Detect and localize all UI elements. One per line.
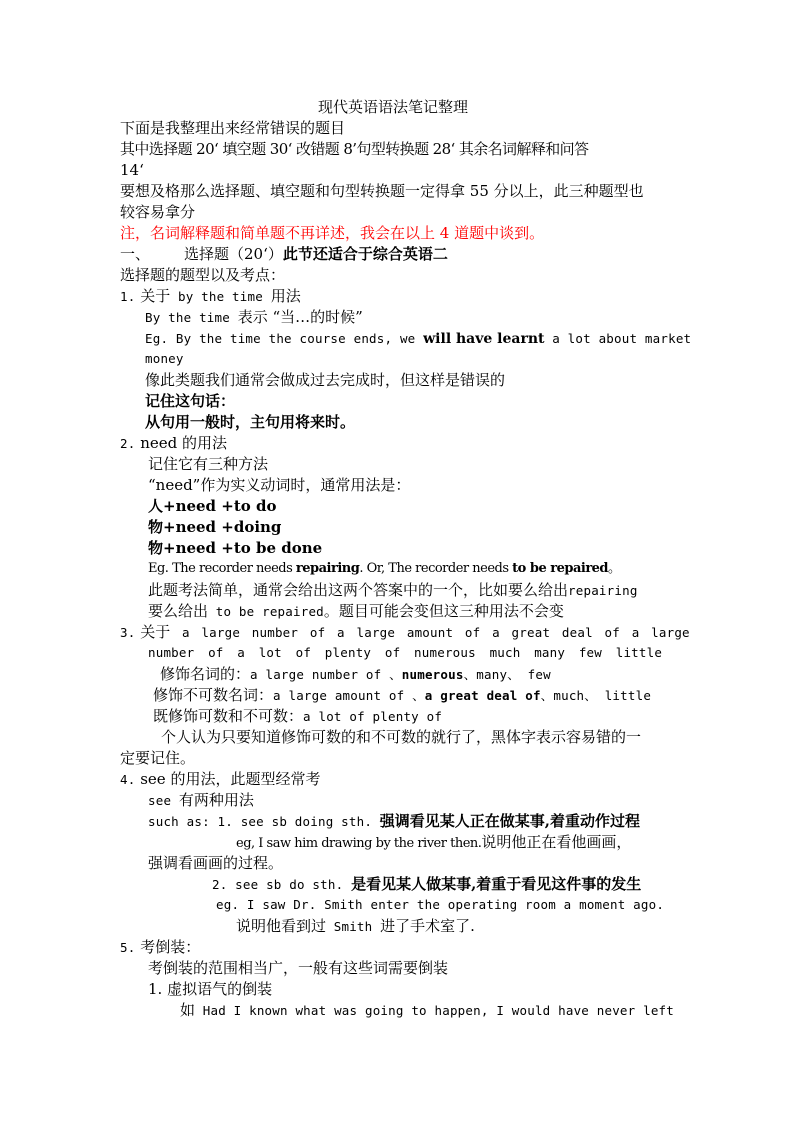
example-line: Eg. By the time the course ends, we will have learnt a lot about market [145,331,692,347]
list-item-line: 2. see sb do sth. 是看见某人做某事,着重于看见这件事的发生 [212,875,642,893]
document-title: 现代英语语法笔记整理 [318,98,469,116]
formula-line: 物+need +to be done [148,539,323,557]
list-item-line: 修饰不可数名词：a large amount of 、a great deal of、much、 little [153,686,652,704]
list-item-line: number of a lot of plenty of numerous much many few little [148,645,663,660]
list-item-line: 个人认为只要知道修饰可数的和不可数的就行了，黑体字表示容易错的一 [161,728,642,746]
list-item-line: 像此类题我们通常会做成过去完成时，但这样是错误的 [145,371,506,389]
list-item-line: 记住它有三种方法 [148,455,269,473]
list-item-line: By the time 表示 “当…的时候” [145,308,363,326]
list-item-1-heading: 1. 关于 by the time 用法 [120,287,301,305]
list-item-line: 考倒装的范围相当广，一般有这些词需要倒装 [148,959,449,977]
section-subtitle: 选择题的题型以及考点： [120,266,286,284]
section-number: 一、 [120,245,151,263]
section-heading [120,244,448,264]
list-item-line: see 有两种用法 [148,791,254,809]
emphasis-line: 从句用一般时，主句用将来时。 [145,413,356,431]
list-item-3-heading: 3. 关于 a large number of a large amount of a great deal of a large [120,623,690,641]
list-item-line: 强调看画画的过程。 [148,854,284,872]
intro-line: 要想及格那么选择题、填空题和句型转换题一定得拿 55 分以上，此三种题型也 [120,182,644,200]
example-line: money [145,351,184,366]
note-line: 注，名词解释题和简单题不再详述，我会在以上 4 道题中谈到。 [120,224,545,242]
intro-line: 其中选择题 20‘ 填空题 30‘ 改错题 8’句型转换题 28‘ 其余名词解释和问答 [120,140,589,158]
intro-line: 较容易拿分 [120,203,196,221]
formula-line: 物+need +doing [148,518,282,536]
example-line: 如 Had I known what was going to happen, I would have never left [180,1001,675,1019]
formula-line: 人+need +to do [148,497,277,515]
example-line: Eg. The recorder needs repairing. Or, The recorder needs to be repaired。 [148,561,621,576]
list-item-line: 定要记住。 [120,749,196,767]
example-line: eg. I saw Dr. Smith enter the operating room a moment ago. [216,897,665,912]
list-item-4-heading: 4. see 的用法，此题型经常考 [120,770,321,788]
emphasis-line: 记住这句话： [145,392,236,410]
list-item-line: 修饰名词的：a large number of 、numerous、many、 few [160,665,551,683]
section-title: 选择题（20‘） [184,245,283,263]
list-item-line: “need”作为实义动词时，通常用法是： [148,476,411,494]
list-item-line: 要么给出 to be repaired。题目可能会变但这三种用法不会变 [148,602,564,620]
intro-line: 14‘ [120,161,144,179]
section-note: 此节还适合于综合英语二 [282,245,448,263]
list-item-line: 说明他看到过 Smith 进了手术室了. [236,917,475,935]
sub-item-heading: 1. 虚拟语气的倒装 [148,980,273,998]
list-item-line: such as: 1. see sb doing sth. 强调看见某人正在做某事,着重动作过程 [148,812,641,830]
intro-line: 下面是我整理出来经常错误的题目 [120,119,346,137]
list-item-2-heading: 2. need 的用法 [120,434,228,452]
list-item-5-heading: 5. 考倒装： [120,938,201,956]
list-item-line: 此题考法简单，通常会给出这两个答案中的一个，比如要么给出repairing [148,581,638,599]
list-item-line: 既修饰可数和不可数：a lot of plenty of [153,707,443,725]
example-line: eg, I saw him drawing by the river then.说明他正在看他画画， [236,833,632,851]
